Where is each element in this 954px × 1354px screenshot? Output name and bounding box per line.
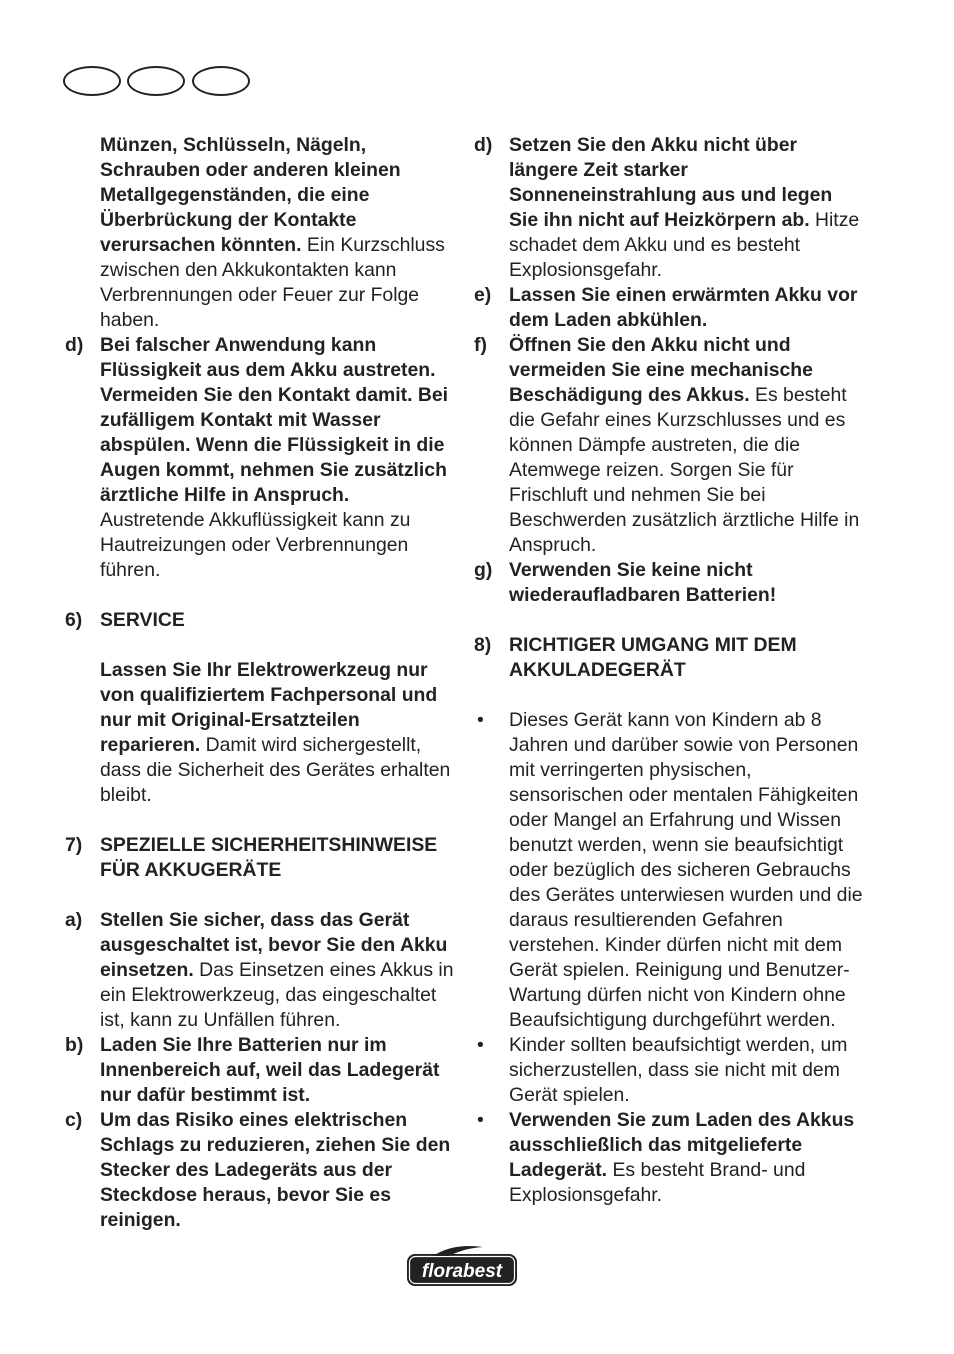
item-marker: g) <box>474 559 493 581</box>
item-text: Hitze schadet dem Akku und es besteht Explosionsgefahr. <box>509 209 860 281</box>
item-text: Austretende Akkuflüssigkeit kann zu Hautreizungen oder Verbrennungen führen. <box>100 509 411 581</box>
item-f <box>474 333 864 558</box>
logo-text: florabest <box>421 1261 503 1282</box>
bullet-item <box>474 1033 864 1108</box>
section-7-heading <box>65 833 455 883</box>
item-bold-text: Stellen Sie sicher, dass das Gerät ausgeschaltet ist, bevor Sie den Akku einsetzen. <box>100 909 448 981</box>
item-marker: e) <box>474 284 492 306</box>
item-text: Damit wird sichergestellt, dass die Sicherheit des Gerätes erhalten bleibt. <box>100 734 451 806</box>
item-bold-text: Verwenden Sie zum Laden des Akkus ausschließlich das mitgelieferte Ladegerät. <box>509 1109 855 1181</box>
bullet-marker: • <box>477 1109 484 1131</box>
item-d <box>65 333 455 583</box>
item-bold-text: Lassen Sie Ihr Elektrowerkzeug nur von qualifiziertem Fachpersonal und nur mit Original-Ersatzteilen reparieren. <box>100 659 438 756</box>
item-bold-text: Verwenden Sie keine nicht wiederaufladbaren Batterien! <box>509 559 777 606</box>
item-marker: d) <box>65 334 84 356</box>
bullet-marker: • <box>477 709 484 731</box>
item-marker: c) <box>65 1109 83 1131</box>
section-title: RICHTIGER UMGANG MIT DEM AKKULADEGERÄT <box>509 634 797 681</box>
item-a <box>65 908 455 1033</box>
item-d <box>474 133 864 283</box>
item-marker: f) <box>474 334 487 356</box>
item-text: Ein Kurzschluss zwischen den Akkukontakten kann Verbrennungen oder Feuer zur Folge haben. <box>100 234 445 331</box>
item-e <box>474 283 864 333</box>
language-ovals <box>63 66 253 100</box>
language-oval <box>127 66 185 96</box>
item-text: Kinder sollten beaufsichtigt werden, um sicherzustellen, dass sie nicht mit dem Gerät spielen. <box>509 1034 848 1106</box>
item-bold-text: Münzen, Schlüsseln, Nägeln, Schrauben oder anderen kleinen Metallgegenständen, die eine Überbrückung der Kontakte verursachen könnten. <box>100 134 401 256</box>
section-marker: 7) <box>65 834 83 856</box>
item-marker: b) <box>65 1034 84 1056</box>
left-column <box>65 133 455 1233</box>
item-bold-text: Laden Sie Ihre Batterien nur im Innenbereich auf, weil das Ladegerät nur dafür bestimmt ist. <box>100 1034 440 1106</box>
item-text: Es besteht Brand- und Explosionsgefahr. <box>509 1159 806 1206</box>
section-title: SPEZIELLE SICHERHEITSHINWEISE FÜR AKKUGERÄTE <box>100 834 438 881</box>
bullet-item <box>474 1108 864 1208</box>
item-bold-text: Um das Risiko eines elektrischen Schlags zu reduzieren, ziehen Sie den Stecker des Ladegeräts aus der Steckdose heraus, bevor Sie es reinigen. <box>100 1109 451 1231</box>
item-text: Dieses Gerät kann von Kindern ab 8 Jahren und darüber sowie von Personen mit verringerten physischen, sensorischen oder mentalen Fähigkeiten oder Mangel an Erfahrung und Wissen benutzt werden, wenn sie beaufsichtigt oder bezüglich des sicheren Gebrauchs des Gerätes unterwiesen wurden und die daraus resultierenden Gefahren verstehen. Kinder dürfen nicht mit dem Gerät spielen. Reinigung und Benutzer-Wartung dürfen nicht von Kindern ohne Beaufsichtigung durchgeführt werden. <box>509 709 863 1031</box>
section-6-item <box>65 658 455 808</box>
item-text: Das Einsetzen eines Akkus in ein Elektrowerkzeug, das eingeschaltet ist, kann zu Unfällen führen. <box>100 959 454 1031</box>
item-b <box>65 1033 455 1108</box>
section-6-heading <box>65 608 455 633</box>
florabest-logo <box>405 1245 519 1289</box>
item-g <box>474 558 864 608</box>
language-oval <box>192 66 250 96</box>
item-bold-text: Setzen Sie den Akku nicht über längere Zeit starker Sonneneinstrahlung aus und legen Sie ihn nicht auf Heizkörpern ab. <box>509 134 833 231</box>
section-marker: 6) <box>65 609 83 631</box>
bullet-marker: • <box>477 1034 484 1056</box>
item-bold-text: Bei falscher Anwendung kann Flüssigkeit aus dem Akku austreten. Vermeiden Sie den Kontakt damit. Bei zufälligem Kontakt mit Wasser abspülen. Wenn die Flüssigkeit in die Augen kommt, nehmen Sie zusätzlich ärztliche Hilfe in Anspruch. <box>100 334 449 506</box>
bullet-item <box>474 708 864 1033</box>
item-marker: a) <box>65 909 83 931</box>
section-8-heading <box>474 633 864 683</box>
item-bold-text: Lassen Sie einen erwärmten Akku vor dem Laden abkühlen. <box>509 284 858 331</box>
item-text: Es besteht die Gefahr eines Kurzschlusses und es können Dämpfe austreten, die die Atemwege reizen. Sorgen Sie für Frischluft und nehmen Sie bei Beschwerden zusätzlich ärztliche Hilfe in Anspruch. <box>509 384 860 556</box>
item-marker: d) <box>474 134 493 156</box>
right-column <box>474 133 864 1208</box>
section-title: SERVICE <box>100 609 185 631</box>
item-bold-text: Öffnen Sie den Akku nicht und vermeiden Sie eine mechanische Beschädigung des Akkus. <box>509 334 813 406</box>
section-marker: 8) <box>474 634 492 656</box>
item-c-continued <box>65 133 455 333</box>
language-oval <box>63 66 121 96</box>
item-c <box>65 1108 455 1233</box>
